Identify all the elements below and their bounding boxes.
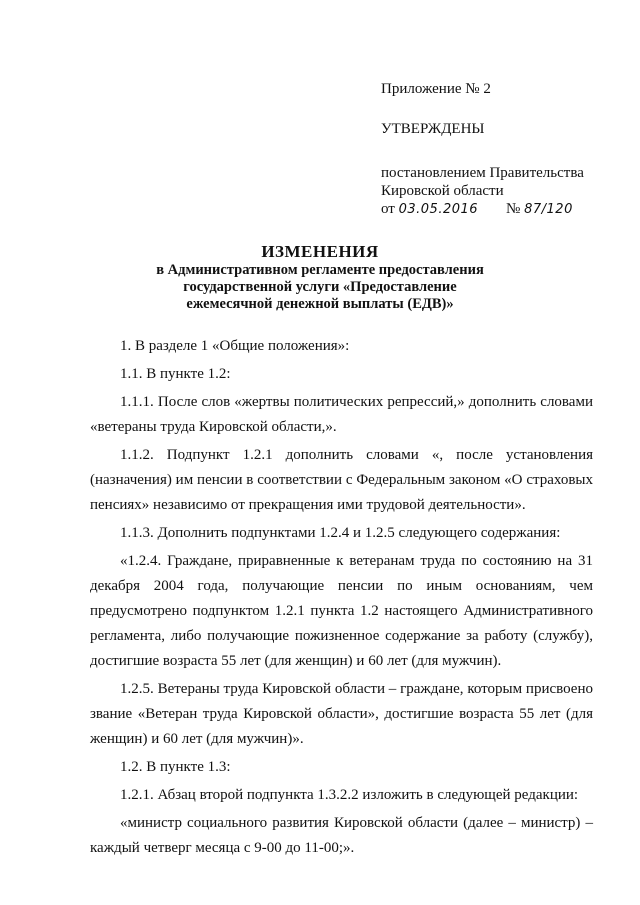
number-prefix: № — [506, 201, 521, 217]
decree-date-number — [381, 200, 621, 219]
paragraph-1-2: 1.2. В пункте 1.3: — [120, 759, 231, 775]
paragraph-1-2-1: 1.2.1. Абзац второй подпункта 1.3.2.2 изложить в следующей редакции: — [120, 787, 579, 803]
paragraph-1-2-5: 1.2.5. Ветераны труда Кировской области – граждане, которым присвоено звание «Ветеран труда Кировской области», достигшие возраста 55 лет (для женщин) и 60 лет (для мужчин)». — [90, 681, 593, 747]
title-line-3: ежемесячной денежной выплаты (ЕДВ)» — [186, 296, 454, 312]
paragraph-quote-minister: «министр социального развития Кировской области (далее – министр) – каждый четверг месяца с 9-00 до 11-00;». — [90, 815, 593, 856]
document-body — [90, 334, 593, 864]
paragraph-1-1: 1.1. В пункте 1.2: — [120, 366, 231, 382]
title-main: ИЗМЕНЕНИЯ — [261, 242, 379, 261]
decree-date-handwritten: 03.05.2016 — [398, 202, 479, 217]
decree-line-1: постановлением Правительства — [381, 165, 584, 181]
paragraph-1-1-2: 1.1.2. Подпункт 1.2.1 дополнить словами «, после установления (назначения) им пенсии в соответствии с Федеральным законом «О страховых пенсиях» независимо от прекращения ими трудовой деятельности». — [90, 447, 593, 513]
approval-block — [381, 80, 621, 219]
approved-label: УТВЕРЖДЕНЫ — [381, 121, 485, 137]
title-line-1: в Административном регламенте предоставления — [156, 262, 484, 278]
decree-number-handwritten: 87/120 — [524, 202, 573, 217]
paragraph-1-1-3: 1.1.3. Дополнить подпунктами 1.2.4 и 1.2.5 следующего содержания: — [120, 525, 561, 541]
paragraph-1-2-4: «1.2.4. Граждане, приравненные к ветеранам труда по состоянию на 31 декабря 2004 года, получающие пенсии по иным основаниям, чем предусмотрено подпунктом 1.2.1 пункта 1.2 настоящего Административного регламента, либо получающие пожизненное содержание за работу (службу), достигшие возраста 55 лет (для женщин) и 60 лет (для мужчин). — [90, 553, 593, 669]
decree-line-2: Кировской области — [381, 183, 504, 199]
annex-label: Приложение № 2 — [381, 81, 491, 97]
document-title — [100, 242, 540, 313]
paragraph-section-1: 1. В разделе 1 «Общие положения»: — [120, 338, 350, 354]
paragraph-1-1-1: 1.1.1. После слов «жертвы политических репрессий,» дополнить словами «ветераны труда Кировской области,». — [90, 394, 593, 435]
title-line-2: государственной услуги «Предоставление — [183, 279, 457, 295]
date-prefix: от — [381, 201, 395, 217]
